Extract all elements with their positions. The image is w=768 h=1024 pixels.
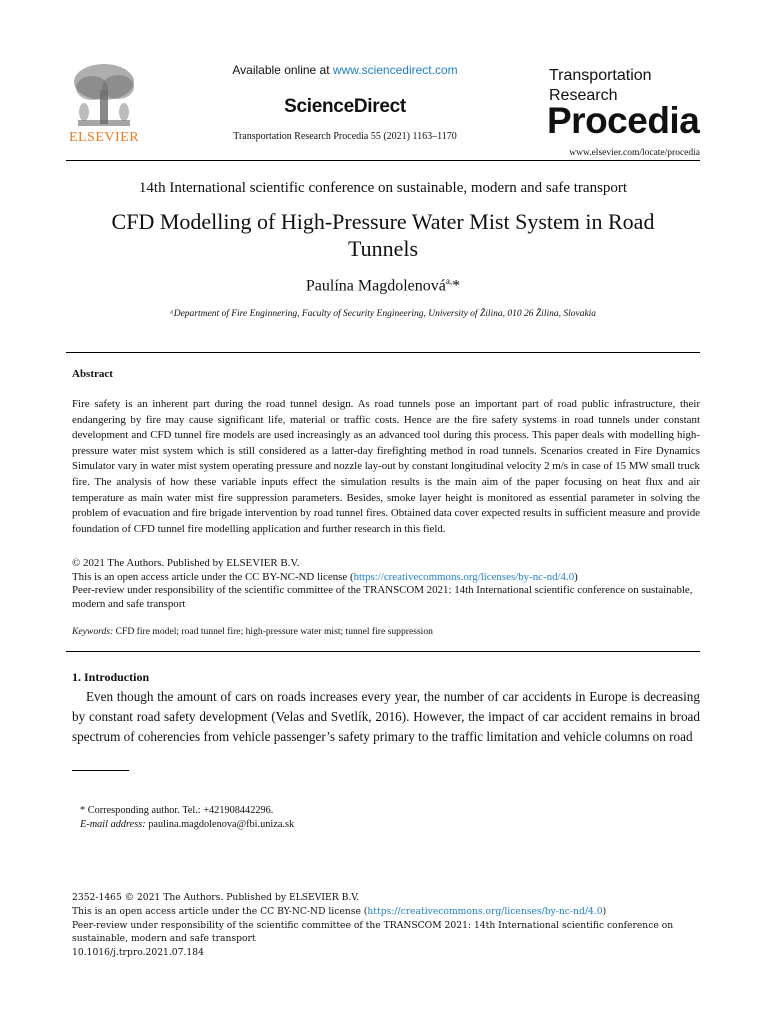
abstract-top-rule [66, 352, 700, 353]
copyright-line: © 2021 The Authors. Published by ELSEVIER B.V. [72, 557, 300, 569]
copyright-block [72, 557, 700, 611]
keywords-label: Keywords: [72, 626, 114, 637]
corresponding-author: * Corresponding author. Tel.: +421908442296. [80, 805, 274, 816]
bottom-peer-review: Peer-review under responsibility of the scientific committee of the TRANSCOM 2021: 14th International scientific conference on sustainable, modern and safe transport [72, 919, 674, 945]
author-affil-mark: a, [445, 276, 453, 286]
email-line [80, 818, 294, 832]
paper-title: CFD Modelling of High-Pressure Water Mist System in Road Tunnels [111, 209, 655, 261]
author-star: * [452, 277, 461, 295]
bottom-license-suffix: ) [602, 905, 607, 917]
journal-url[interactable]: www.elsevier.com/locate/procedia [569, 148, 700, 158]
email-label: E-mail address: [80, 818, 146, 830]
author-name: Paulína Magdolenová [305, 277, 446, 295]
journal-logo-line2: Research [549, 87, 618, 104]
abstract-heading: Abstract [72, 368, 113, 380]
sciencedirect-wordmark: ScienceDirect [284, 96, 406, 117]
header-rule [66, 160, 700, 161]
bottom-license-link[interactable]: https://creativecommons.org/licenses/by-nc-nd/4.0 [367, 905, 603, 917]
introduction-heading: 1. Introduction [72, 670, 150, 684]
footnote-rule [72, 770, 129, 771]
journal-logo-line1: Transportation [549, 67, 652, 84]
elsevier-wordmark: ELSEVIER [68, 130, 140, 145]
bottom-notice [72, 891, 700, 960]
keywords-bottom-rule [66, 651, 700, 652]
bottom-license-prefix: This is an open access article under the CC BY-NC-ND license ( [72, 905, 368, 917]
license-prefix: This is an open access article under the CC BY-NC-ND license ( [72, 570, 354, 583]
issn-line: 2352-1465 © 2021 The Authors. Published by ELSEVIER B.V. [72, 892, 360, 903]
footnote [80, 804, 294, 832]
conference-name: 14th International scientific conference on sustainable, modern and safe transport [138, 180, 628, 196]
available-online [210, 63, 480, 77]
email-address[interactable]: paulina.magdolenova@fbi.uniza.sk [145, 818, 295, 830]
keywords [72, 626, 700, 637]
license-line [72, 571, 700, 585]
keywords-list: CFD fire model; road tunnel fire; high-pressure water mist; tunnel fire suppression [113, 626, 433, 637]
bottom-license-line [72, 905, 700, 919]
sciencedirect-link[interactable]: www.sciencedirect.com [332, 63, 458, 77]
journal-logo-procedia: Procedia [547, 100, 700, 141]
available-prefix: Available online at [232, 63, 333, 77]
doi[interactable]: 10.1016/j.trpro.2021.07.184 [72, 947, 204, 959]
peer-review-line: Peer-review under responsibility of the scientific committee of the TRANSCOM 2021: 14th International scientific conference on sustainable, modern and safe transport [72, 584, 693, 610]
introduction-text: Even though the amount of cars on roads increases every year, the number of car accidents in Europe is decreasing by constant road safety development (Velas and Svetlík, 2016). However, the impact of car accident remains in broad spectrum of coherencies from vehicle passenger’s safety primary to the traffic limitation and vehicle columns on road [72, 689, 700, 744]
license-suffix: ) [574, 570, 578, 583]
abstract-text: Fire safety is an inherent part during the road tunnel design. As road tunnels pose an important part of road public infrastructure, their endangering by fire may cause significant life, material or traffic costs. Hence are the fire safety systems in road tunnels under constant development and CFD tunnel fire models are used increasingly as an advanced tool during this process. This paper deals with modelling high-pressure water mist system which is still considered as a latter-day firefighting method in road tunnels. Scenarios created in Fire Dynamics Simulator vary in water mist system operating pressure and nozzle lay-out by constant longitudinal velocity 2 m/s in case of 15 MW small truck fire. The analysis of how these variable inputs effect the simulation results is the main aim of the paper focusing on heat flux and air temperature as main water mist fire suppression parameters. Besides, smoke layer height is monitored as essential parameter in solving the problem of evacuation and fire brigade intervention by road tunnel fires. Obtained data cover expected results in sufficient measure and provide foundation of CFD tunnel fire modelling application and further research in this field. [72, 398, 700, 535]
author [66, 276, 700, 295]
journal-reference: Transportation Research Procedia 55 (2021) 1163–1170 [233, 131, 457, 142]
license-link[interactable]: https://creativecommons.org/licenses/by-nc-nd/4.0 [353, 570, 575, 583]
affiliation: ᵃDepartment of Fire Enginnering, Faculty of Security Engineering, University of Žilina, 010 26 Žilina, Slovakia [169, 309, 597, 319]
